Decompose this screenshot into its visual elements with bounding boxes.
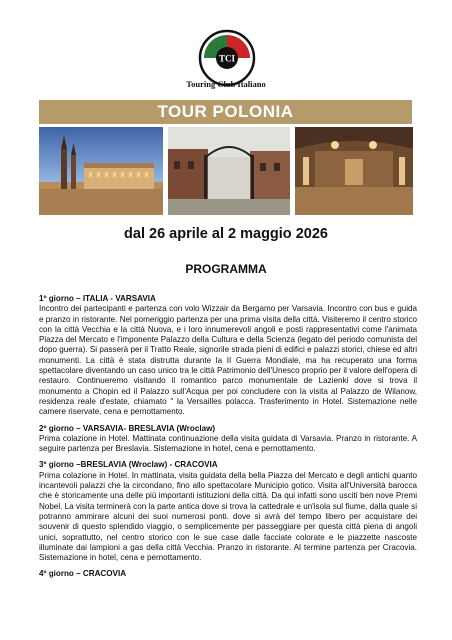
day-title: 3º giorno –BRESLAVIA (Wroclaw) - CRACOVIA [39, 460, 218, 470]
photo-auschwitz-gate [168, 127, 290, 215]
tour-title-banner [39, 100, 412, 124]
day-title: 1º giorno – ITALIA - VARSAVIA [39, 294, 156, 303]
itinerary [39, 294, 417, 586]
day-2 [39, 424, 417, 455]
logo-text: Touring Club Italiano [186, 79, 266, 89]
photo-salt-mine [295, 127, 413, 215]
day-text: Prima colazione in Hotel. In mattinata, visita guidata della bella Piazza del Mercato e degli antichi quanto incantevoli palazzi che la circondano, fino allo spettacolare Municipio gotico. Visita all'Università barocca che è storicamente una delle più importanti istituzioni della città. Da qui infatti sono usciti ben nove Premi Nobel. La visita terminerà con la parte antica dove si trova la cattedrale e un'isola sul fiume, dalla quale si potranno ammirare alcuni dei suoi numerosi ponti. dove si avrà del tempo libero per acquistare dei souvenir di questo splendido viaggio, o semplicemente per passeggiare per questa città piena di angoli unici, soprattutto, nel centro storico con le sue case dalle facciate colorate e le piazzette nascoste illuminate dai lampioni a gas della città Vecchia. Pranzo in ristorante. Al termine partenza per Cracovia. Sistemazione in hotel, cena e pernottamento. [39, 470, 417, 563]
tour-title: TOUR POLONIA [157, 102, 294, 121]
day-4 [39, 569, 417, 579]
day-1 [39, 294, 417, 418]
day-text: Incontro dei partecipanti e partenza con volo Wizzair da Bergamo per Varsavia. Incontro con bus e guida e pranzo in ristorante. Nel pomeriggio partenza per una prima visita della città. Visiteremo il centro storico con la città Vecchia e la città Nuova, e i loro innumerevoli angoli e posti rappresentativi come l'animata Piazza del Mercato e l'imponente Palazzo della Cultura e della Scienza (legato del periodo comunista del dopo guerra). Si passerà per il Tratto Reale, signorile strada pieni di edifici e palazzi storici, chiese ed altri monumenti. La città è stata distrutta durante la II Guerra Mondiale, ma ha recuperato una forma spettacolare diventando un caso unico tra le città Patrimonio dell'Unesco proprio per il valore dell'opera di restauro. Continueremo visitando il romantico parco monumentale de Lazienki dove si trova il monumento a Chopin ed il Palazzo sull'Acqua per poi concludere con la visita al Palazzo de Wilanow, residenza reale d'estate, chiamato " la Versailles polacca. Trasferimento in Hotel. Sistemazione nelle camere riservate, cena e pernottamento. [39, 304, 417, 417]
day-title: 4º giorno – CRACOVIA [39, 569, 127, 579]
day-3 [39, 460, 417, 563]
programma-heading: PROGRAMMA [185, 262, 267, 276]
photo-krakow-square [39, 127, 163, 215]
day-text: Prima colazione in Hotel. Mattinata continuazione della visita guidata di Varsavia. Pranzo in ristorante. A seguire partenza per Breslavia. Sistemazione in hotel, cena e pernottamento. [39, 433, 417, 454]
day-title: 2º giorno – VARSAVIA- BRESLAVIA (Wroclaw) [39, 423, 216, 433]
tour-dates: dal 26 aprile al 2 maggio 2026 [124, 226, 328, 242]
logo-mark: TCI [218, 53, 236, 64]
